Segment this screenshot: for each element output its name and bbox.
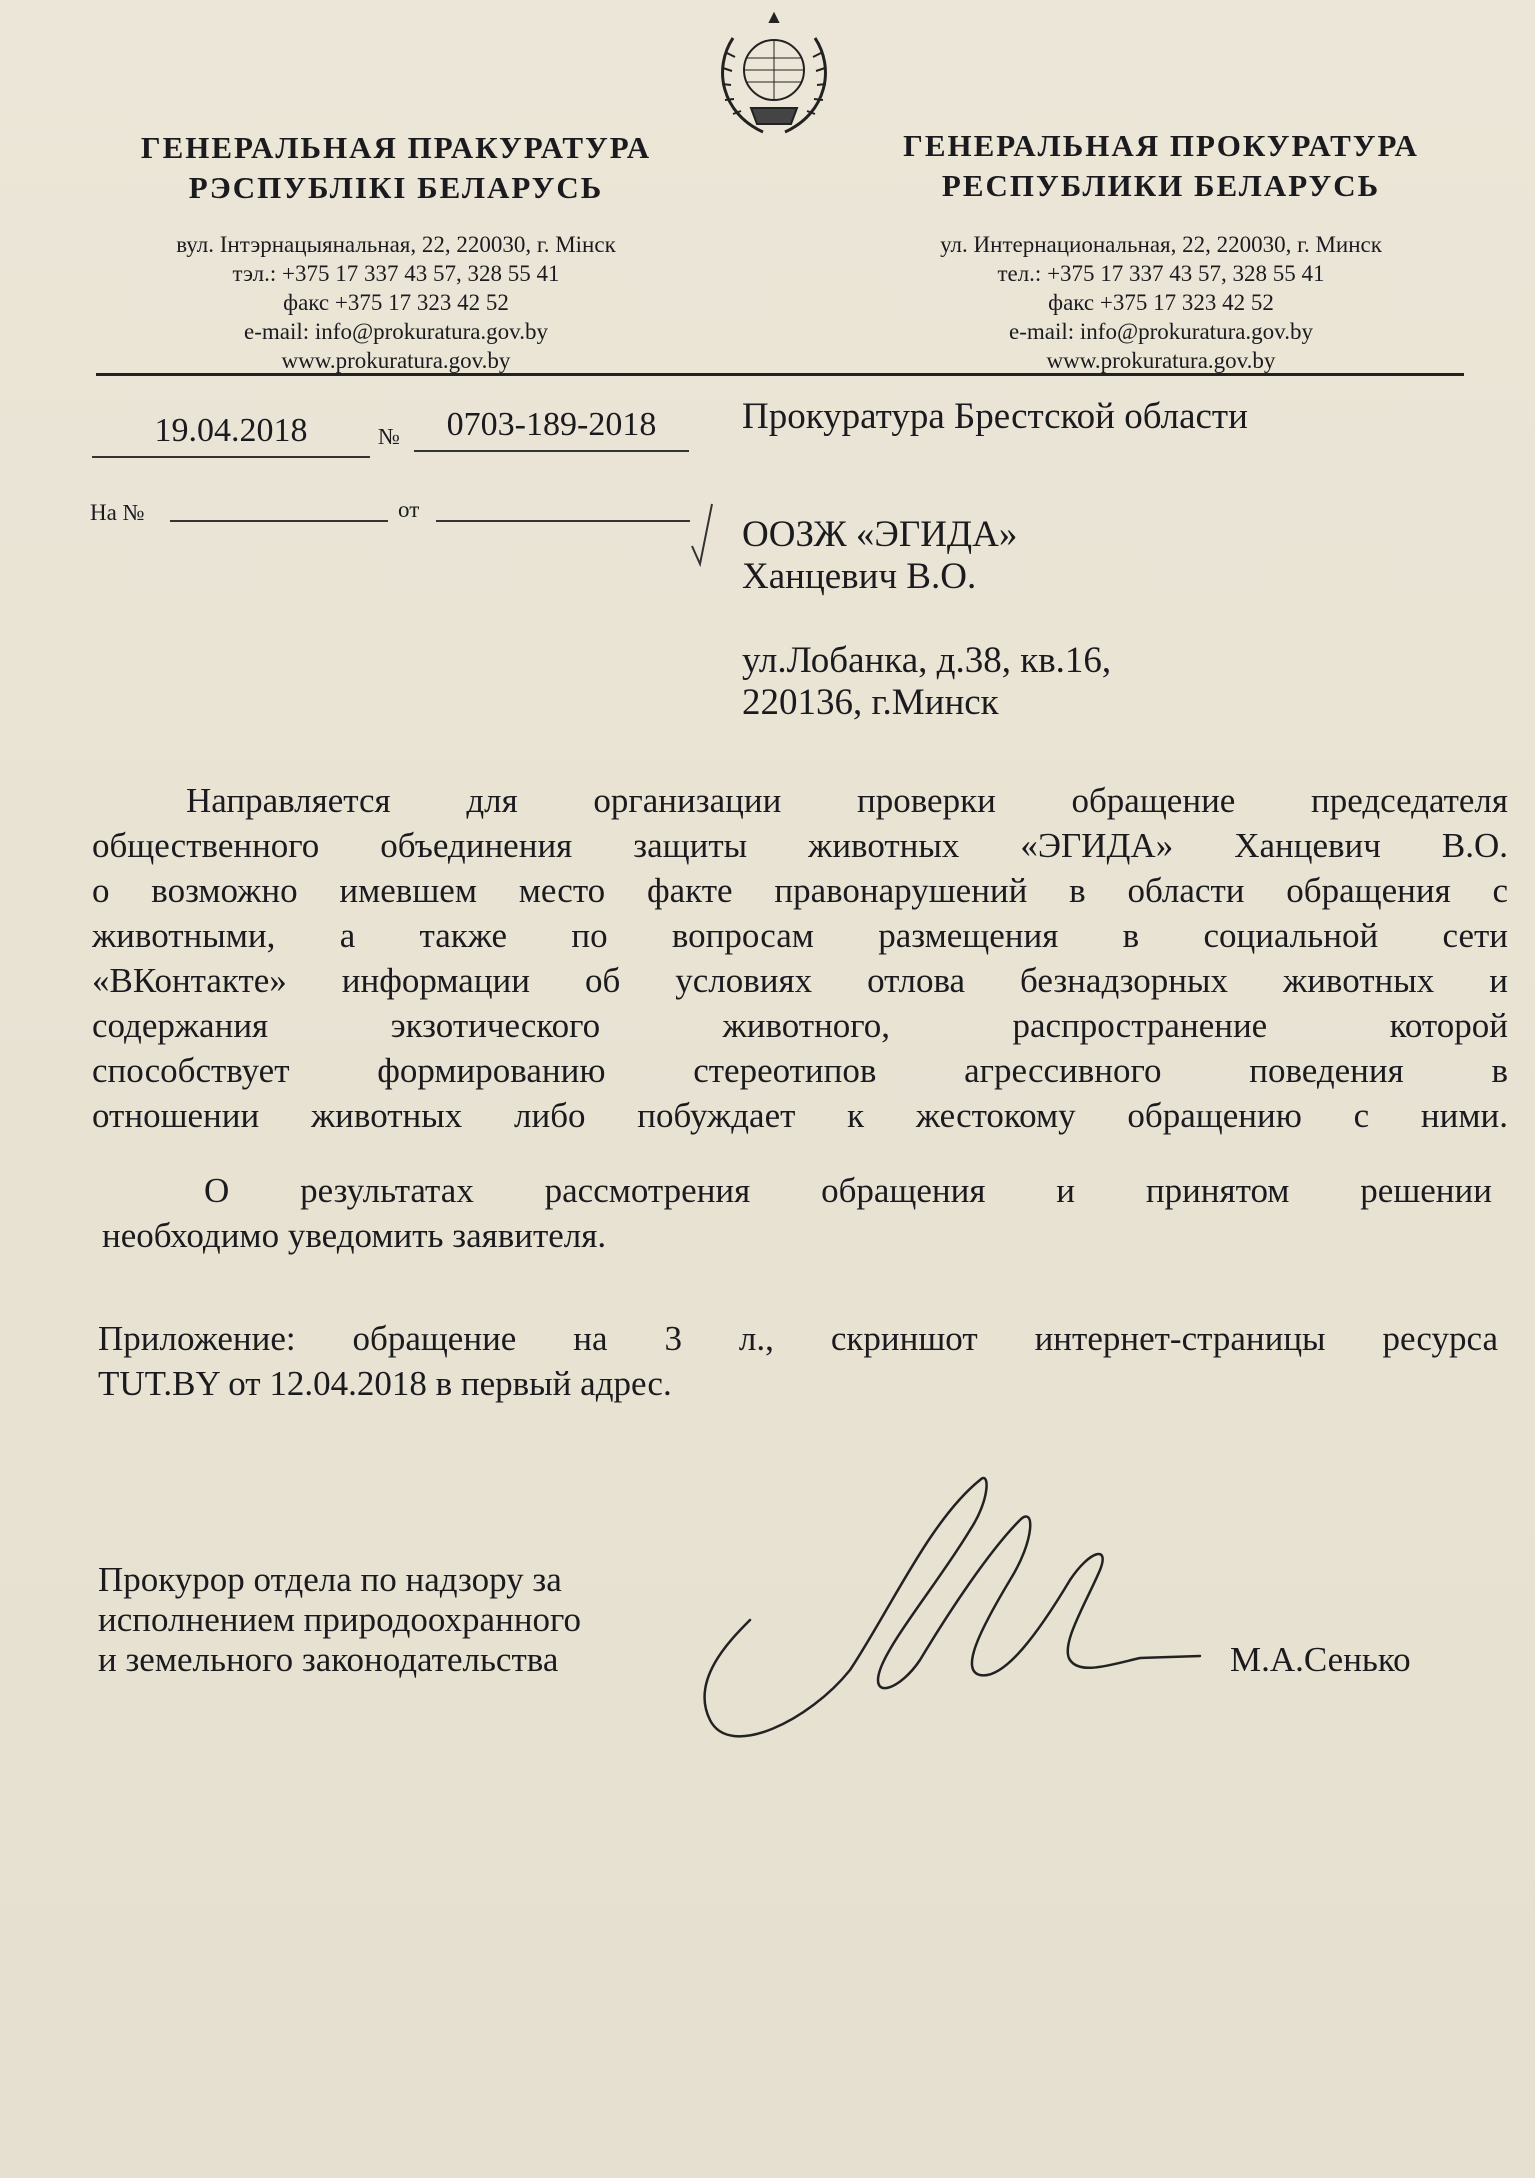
recipient-org: ООЗЖ «ЭГИДА» [742,514,1018,555]
attachment-note [98,1316,1498,1406]
recipient-city: 220136, г.Минск [742,682,999,723]
org-fax-by: факс +375 17 323 42 52 [283,290,509,315]
org-phone-by: тэл.: +375 17 337 43 57, 328 55 41 [232,261,560,286]
org-title-ru-line2: РЕСПУБЛИКИ БЕЛАРУСЬ [941,168,1381,203]
org-title-by-line2: РЭСПУБЛІКІ БЕЛАРУСЬ [188,170,604,205]
reply-date-blank [436,494,690,522]
body-paragraph-2 [102,1168,1492,1258]
org-title-ru-line1: ГЕНЕРАЛЬНАЯ ПРОКУРАТУРА [903,128,1419,163]
letter-date: 19.04.2018 [92,412,370,458]
attachment-line: Приложение: обращение на 3 л., скриншот интернет-страницы ресурса [98,1319,1498,1358]
attachment-line: TUT.BY от 12.04.2018 в первый адрес. [98,1364,672,1403]
org-email-ru: e-mail: info@prokuratura.gov.by [1009,319,1313,344]
body-line: отношении животных либо побуждает к жестокому обращению с ними. [92,1096,1508,1135]
body-line: животными, а также по вопросам размещения в социальной сети [92,916,1508,955]
recipient-person: Ханцевич В.О. [742,556,977,597]
signatory-position-line: и земельного законодательства [98,1640,559,1679]
reply-from-label: от [398,497,420,522]
body-line: необходимо уведомить заявителя. [102,1216,607,1255]
body-line: содержания экзотического животного, распространение которой [92,1006,1508,1045]
recipient-street: ул.Лобанка, д.38, кв.16, [742,640,1112,681]
signatory-name: М.А.Сенько [1230,1640,1411,1679]
org-title-by-line1: ГЕНЕРАЛЬНАЯ ПРАКУРАТУРА [140,130,652,165]
signatory-position-line: Прокурор отдела по надзору за [98,1560,562,1599]
number-sign: № [378,424,400,449]
checkmark-icon [688,500,718,570]
body-line: Направляется для организации проверки обращение председателя [186,781,1508,820]
body-line: общественного объединения защиты животных «ЭГИДА» Ханцевич В.О. [92,826,1508,865]
recipient-primary: Прокуратура Брестской области [742,396,1248,437]
state-emblem-icon [703,8,845,138]
signatory-position-line: исполнением природоохранного [98,1600,582,1639]
body-line: способствует формированию стереотипов агрессивного поведения в [92,1051,1508,1090]
org-address-ru: ул. Интернациональная, 22, 220030, г. Минск [940,232,1382,257]
reply-number-blank [170,494,388,522]
signatory-position [98,1560,581,1680]
org-fax-ru: факс +375 17 323 42 52 [1048,290,1274,315]
org-phone-ru: тел.: +375 17 337 43 57, 328 55 41 [997,261,1325,286]
org-website-by: www.prokuratura.gov.by [281,348,511,373]
org-address-by: вул. Інтэрнацыянальная, 22, 220030, г. Мінск [176,232,616,257]
org-email-by: e-mail: info@prokuratura.gov.by [244,319,548,344]
header-left [96,128,696,375]
letter-number: 0703-189-2018 [414,406,689,452]
org-website-ru: www.prokuratura.gov.by [1046,348,1276,373]
handwritten-signature [690,1470,1210,1760]
body-line: О результатах рассмотрения обращения и принятом решении [204,1171,1492,1210]
header-divider [96,373,1464,376]
body-paragraph-1 [92,778,1508,1138]
reply-number-label: На № [90,500,145,525]
header-right [856,126,1466,375]
body-line: «ВКонтакте» информации об условиях отлова безнадзорных животных и [92,961,1508,1000]
body-line: о возможно имевшем место факте правонарушений в области обращения с [92,871,1508,910]
